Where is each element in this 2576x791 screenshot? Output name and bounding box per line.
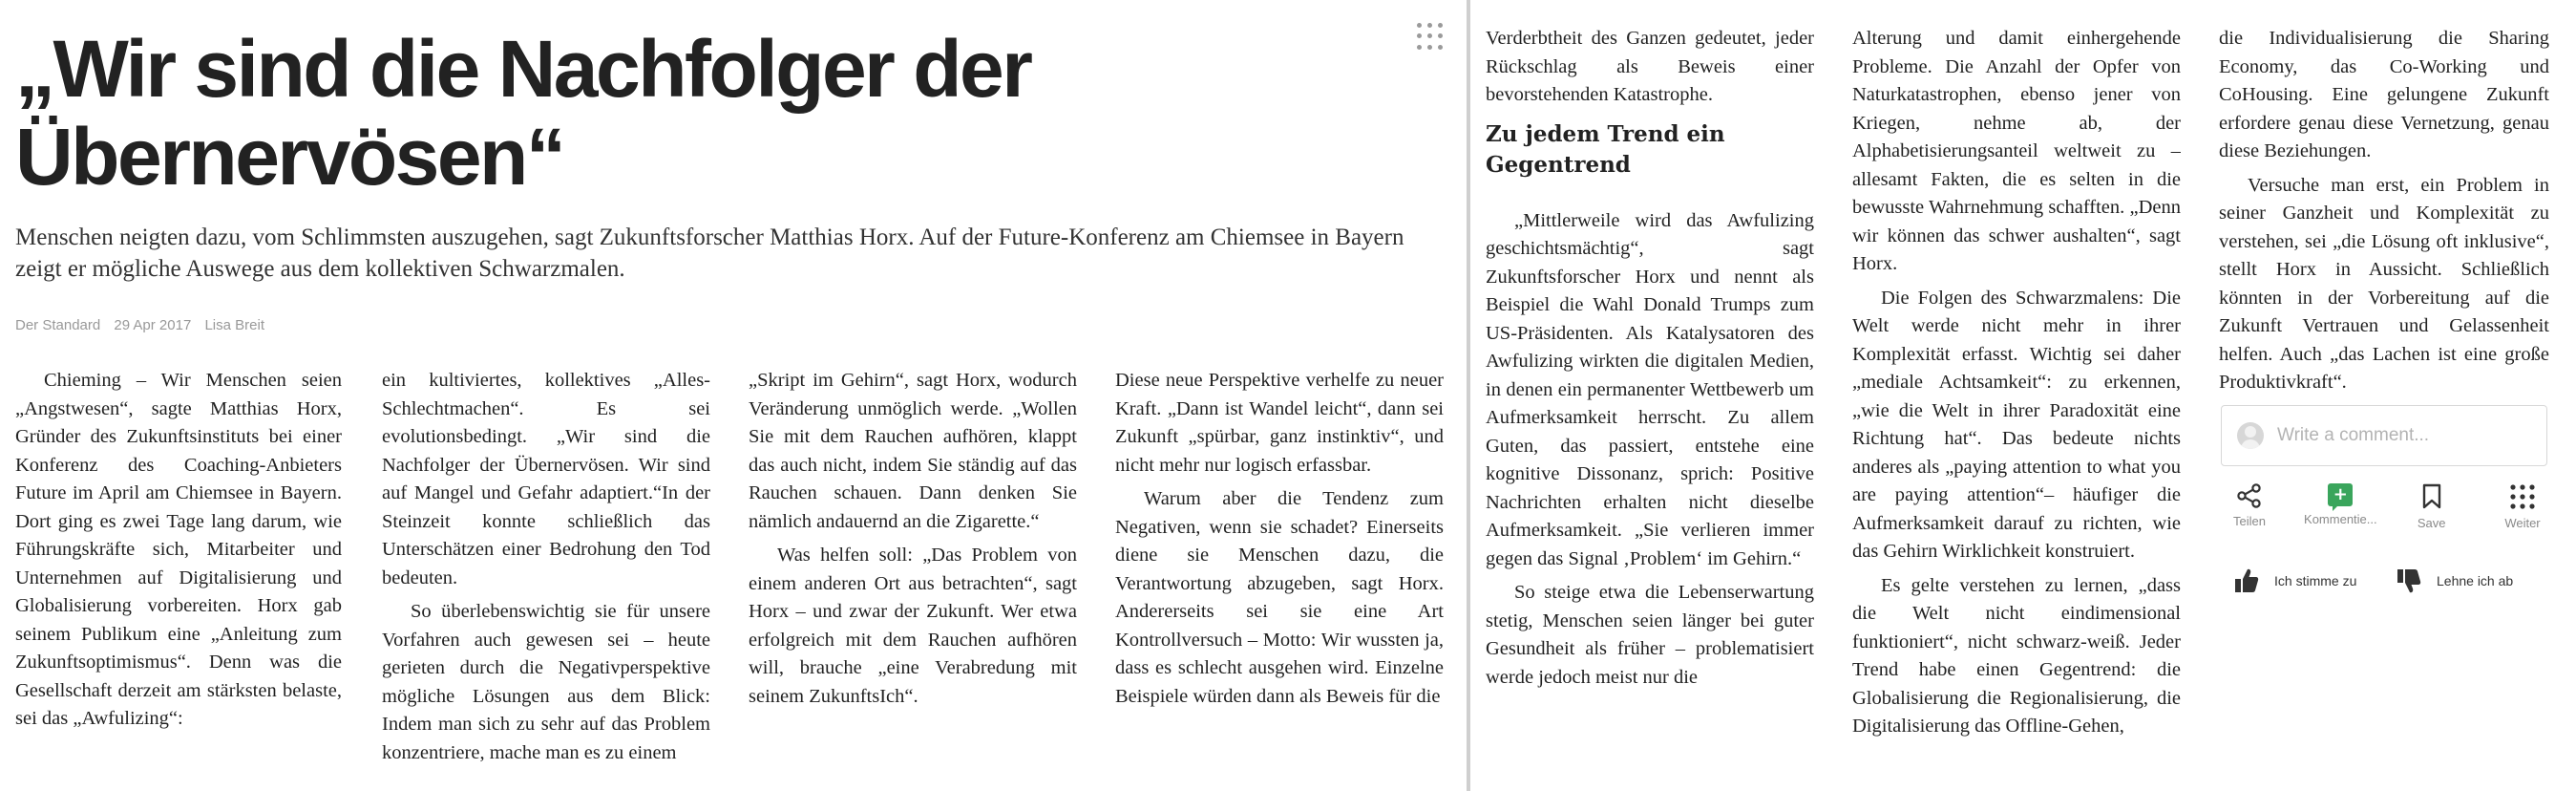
paragraph: Es gelte verstehen zu lernen, „dass die Welt nicht eindimensional funktioniert“, nicht schwarz-weiß. Jeder Trend habe einen Gegentrend: die Globalisierung die Regionalisierung, die Digitalisierung das Offline-Gehen, [1852,574,2181,737]
action-bar [2221,483,2551,541]
save-button[interactable] [2403,483,2460,541]
comment-icon [2328,483,2353,506]
article-column-6 [1852,25,2181,791]
byline-author[interactable]: Lisa Breit [204,317,264,333]
byline-date: 29 Apr 2017 [114,317,192,333]
paragraph: Chieming – Wir Menschen seien „Angstwesen“, sagte Matthias Horx, Gründer des Zukunftsinstituts bei einer Konferenz des Coaching-Anbieters Future im April am Chiemsee in Bayern. Dort ging es zwei Tage lang darum, wie Führungskräfte sich, Mitarbeiter und Unternehmen auf Digitalisierung und Globalisierung vorbereiten. Horx gab seinem Publikum eine „Anleitung zum Zukunftsoptimismus“. Denn was die Gesellschaft derzeit am stärksten belaste, sei das „Awfulizing“: [15,370,342,729]
paragraph: „Skript im Gehirn“, sagt Horx, wodurch Veränderung unmöglich werde. „Wollen Sie mit dem Rauchen aufhören, klappt das auch nicht, indem Sie ständig auf das Rauchen schauen. Dann denken Sie nämlich andauernd an die Zigarette.“ [749,370,1077,532]
paragraph: „Mittlerweile wird das Awfulizing geschichtsmächtig“, sagt Zukunftsforscher Horx und nennt als Beispiel die Wahl Donald Trumps zum US-Präsidenten. Als Katalysatoren des Awfulizing wirkten die digitalen Medien, in denen ein permanenter Wettbewerb um Aufmerksamkeit herrscht. Zu allem Guten, das passiert, entstehe eine kognitive Dissonanz, sprich: Positive Nachrichten erhalten nicht dieselbe Aufmerksamkeit. „Sie verlieren immer gegen das Signal ‚Problem‘ im Gehirn.“ [1486,209,1814,569]
article-title: „Wir sind die Nachfolger der Übernervösen“ [15,24,1031,202]
paragraph: Was helfen soll: „Das Problem von einem anderen Ort aus betrachten“, sagt Horx – und zwar der Zukunft. Wer etwa erfolgreich mit dem Rauchen aufhören will, brauche „eine Verabredung mit seinem ZukunftsIch“. [749,545,1077,707]
more-label: Weiter [2504,516,2541,530]
more-button[interactable] [2494,483,2551,541]
comment-label: Kommentie... [2304,512,2377,526]
article-page-right [1470,0,2576,791]
article-lede: Menschen neigten dazu, vom Schlimmsten auszugehen, sagt Zukunftsforscher Matthias Horx. Auf der Future-Konferenz am Chiemsee in Bayern zeigt er mögliche Auswege aus dem kollektiven Schwarzmalen. [15,224,1404,282]
paragraph: Verderbtheit des Ganzen gedeutet, jeder Rückschlag als Beweis einer bevorstehenden Katastrophe. [1486,28,1814,105]
article-column-2 [382,367,710,791]
article-column-3 [749,367,1077,791]
paragraph: Diese neue Perspektive verhelfe zu neuer Kraft. „Dann ist Wandel leicht“, dann sei Zukunft „spürbar, ganz instinktiv“, und nicht mehr nur logisch erfassbar. [1115,370,1444,476]
paragraph: Warum aber die Tendenz zum Negativen, wenn sie schadet? Einerseits diene sie Menschen dazu, die Verantwortung abzugeben, sagt Horx. Andererseits sei sie eine Art Kontrollversuch – Motto: Wir wussten ja, dass es schlecht ausgehen wird. Einzelne Beispiele würden dann als Beweis für die [1115,488,1444,707]
byline [15,317,274,333]
save-label: Save [2417,516,2446,530]
disagree-label: Lehne ich ab [2437,573,2514,588]
byline-source[interactable]: Der Standard [15,317,101,333]
article-subheading: Zu jedem Trend ein Gegentrend [1486,120,1725,178]
paragraph: So überlebenswichtig sie für unsere Vorfahren auch gewesen sei – heute gerieten durch die Negativperspektive mögliche Lösungen aus dem Blick: Indem man sich zu sehr auf das Problem konzentriere, mache man es zu einem [382,601,710,763]
comment-button[interactable] [2304,483,2377,541]
bookmark-icon [2420,483,2443,510]
paragraph: Versuche man erst, ein Problem in seiner Ganzheit und Komplexität zu verstehen, sei „die Lösung oft inklusive“, stellt Horx in Aussicht. Schließlich könnten in der Vorbereitung auf die Zukunft Vertrauen und Gelassenheit helfen. Auch „das Lachen ist eine große Produktivkraft“. [2219,174,2549,393]
comment-input[interactable] [2221,405,2547,466]
disagree-button[interactable] [2397,562,2549,600]
avatar [2237,422,2264,449]
agree-label: Ich stimme zu [2274,573,2357,588]
apps-grid-icon[interactable] [1417,23,1444,50]
vote-bar [2234,562,2549,600]
comment-placeholder: Write a comment... [2277,425,2430,445]
more-grid-icon [2509,483,2536,510]
agree-button[interactable] [2234,562,2387,600]
share-label: Teilen [2233,514,2266,528]
thumbs-up-icon [2234,567,2259,594]
article-column-5 [1486,25,1814,791]
comment-count: + [2333,484,2348,504]
thumbs-down-icon [2397,567,2421,594]
paragraph: die Individualisierung die Sharing Economy, das Co-Working und CoHousing. Eine gelungene Zukunft erfordere genau diese Vernetzung, genau diese Beziehungen. [2219,28,2549,161]
paragraph: Alterung und damit einhergehende Probleme. Die Anzahl der Opfer von Naturkatastrophen, ebenso jener von Kriegen, nehme ab, der Alphabetisierungsanteil weltweit zu – allesamt Fakten, die es selten in die bewusste Wahrnehmung schafften. „Denn wir können das schwer aushalten“, sagt Horx. [1852,28,2181,274]
article-column-1 [15,367,342,791]
article-column-4 [1115,367,1444,791]
paragraph: ein kultiviertes, kollektives „Alles-Schlechtmachen“. Es sei evolutionsbedingt. „Wir sind die Nachfolger der Übernervösen. Wir sind auf Mangel und Gefahr adaptiert.“In der Steinzeit konnte schließlich das Unterschätzen einer Bedrohung den Tod bedeuten. [382,370,710,588]
share-icon [2236,483,2263,508]
article-column-7 [2219,25,2549,407]
paragraph: So steige etwa die Lebenserwartung stetig, Menschen seien länger bei guter Gesundheit als früher – problematisiert werde jedoch meist nur die [1486,582,1814,688]
share-button[interactable] [2221,483,2278,541]
paragraph: Die Folgen des Schwarzmalens: Die Welt werde nicht mehr in ihrer Komplexität erfasst. Wichtig sei daher „mediale Achtsamkeit“: zu erkennen, „wie die Welt in ihrer Paradoxität eine Richtung hat“. Das bedeute nichts anderes als „paying attention to what you are paying attention“– häufiger die Aufmerksamkeit darauf zu richten, wie das Gehirn Wirklichkeit konstruiert. [1852,287,2181,562]
